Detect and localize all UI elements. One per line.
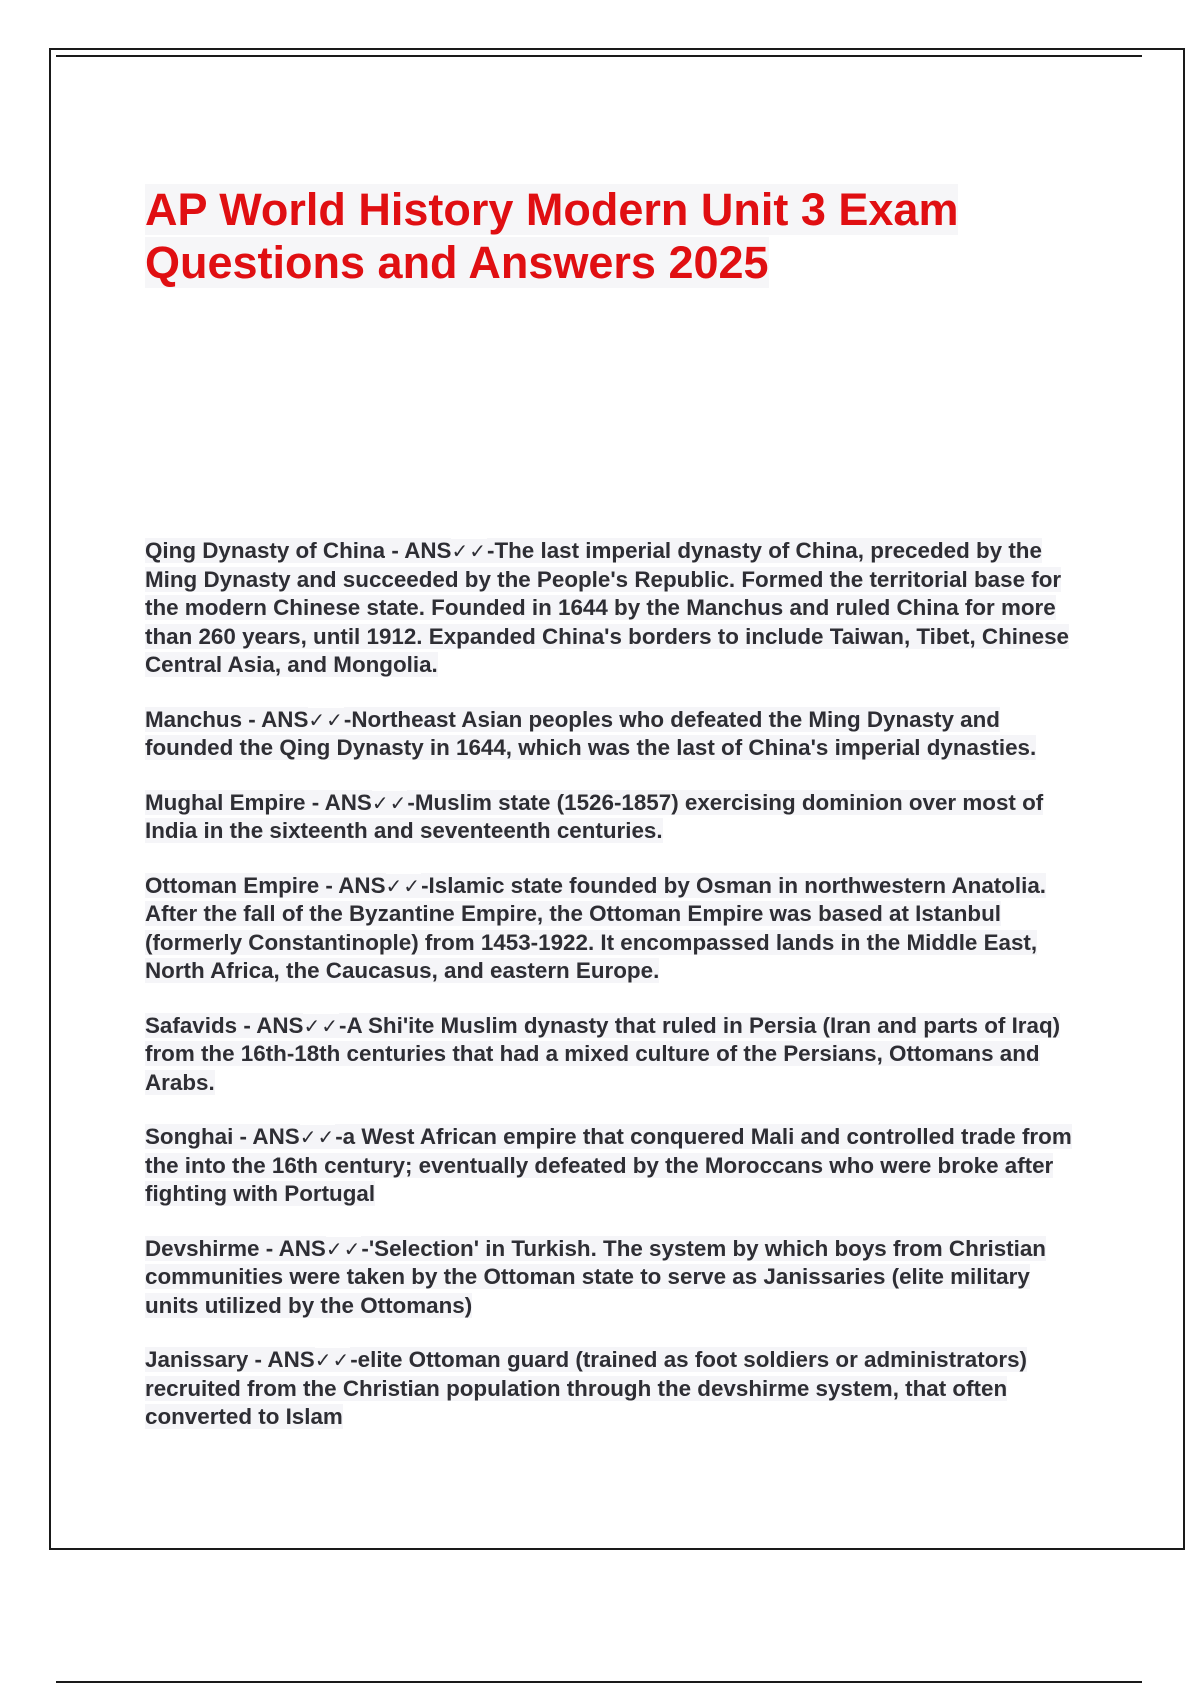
answer-marker: ANS xyxy=(261,706,309,732)
entry-separator: - xyxy=(385,538,405,563)
check-marks-icon: ✓✓ xyxy=(303,1013,339,1038)
check-marks-icon: ✓✓ xyxy=(299,1125,336,1149)
entry-term: Qing Dynasty of China xyxy=(145,538,386,563)
entry-definition: -The last imperial dynasty of China, preceded by the Ming Dynasty and succeeded by the People's Republic. Formed the territorial base for the modern Chinese state. Founded in 1644 by the Manchus and ruled China for more than 260 years, until 1912. Expanded China's borders to include Taiwan, Tibet, Chinese Central Asia, and Mongolia. xyxy=(145,538,1070,677)
answer-marker: ANS xyxy=(256,1012,304,1038)
answer-marker: ANS xyxy=(252,1124,300,1149)
qa-entry xyxy=(145,537,1085,680)
entry-term: Songhai xyxy=(145,1124,234,1149)
entry-definition: -Muslim state (1526-1857) exercising dominion over most of India in the sixteenth and seventeenth centuries. xyxy=(145,789,1044,843)
answer-marker: ANS xyxy=(278,1235,326,1261)
entry-separator: - xyxy=(242,706,262,732)
entry-term: Ottoman Empire xyxy=(145,872,320,898)
check-marks-icon: ✓✓ xyxy=(371,790,408,815)
check-marks-icon: ✓✓ xyxy=(308,707,344,732)
entry-separator: - xyxy=(233,1124,253,1149)
entry-term: Janissary xyxy=(145,1347,249,1372)
check-marks-icon: ✓✓ xyxy=(325,1236,362,1261)
qa-entry xyxy=(145,789,1085,846)
check-marks-icon: ✓✓ xyxy=(314,1348,351,1372)
qa-entry xyxy=(145,706,1085,763)
bottom-rule xyxy=(56,1681,1142,1683)
entry-definition: -A Shi'ite Muslim dynasty that ruled in Persia (Iran and parts of Iraq) from the 16th-18th centuries that had a mixed culture of the Persians, Ottomans and Arabs. xyxy=(145,1012,1061,1095)
qa-entry xyxy=(145,1235,1085,1321)
entry-term: Safavids xyxy=(145,1012,238,1038)
answer-marker: ANS xyxy=(324,789,372,815)
entry-definition: -Northeast Asian peoples who defeated the Ming Dynasty and founded the Qing Dynasty in 1644, which was the last of China's imperial dynasties. xyxy=(145,706,1037,760)
entry-definition: -a West African empire that conquered Mali and controlled trade from the into the 16th century; eventually defeated by the Moroccans who were broke after fighting with Portugal xyxy=(145,1124,1072,1206)
entry-separator: - xyxy=(319,872,339,898)
check-marks-icon: ✓✓ xyxy=(451,539,487,563)
qa-entry xyxy=(145,872,1085,986)
title-line-1: AP World History Modern Unit 3 Exam xyxy=(145,184,959,235)
entry-term: Manchus xyxy=(145,706,243,732)
entry-separator: - xyxy=(237,1012,257,1038)
entry-term: Mughal Empire xyxy=(145,789,306,815)
qa-entry xyxy=(145,1012,1085,1098)
qa-entry-list xyxy=(145,537,1085,1458)
answer-marker: ANS xyxy=(267,1347,315,1372)
entry-separator: - xyxy=(259,1235,279,1261)
page-title xyxy=(145,183,1005,289)
answer-marker: ANS xyxy=(338,872,386,898)
entry-separator: - xyxy=(248,1347,268,1372)
entry-definition: -elite Ottoman guard (trained as foot soldiers or administrators) recruited from the Christian population through the devshirme system, that often converted to Islam xyxy=(145,1347,1027,1429)
title-line-2: Questions and Answers 2025 xyxy=(145,237,769,288)
entry-term: Devshirme xyxy=(145,1235,260,1261)
check-marks-icon: ✓✓ xyxy=(385,873,422,898)
answer-marker: ANS xyxy=(404,538,452,563)
entry-separator: - xyxy=(305,789,325,815)
qa-entry xyxy=(145,1346,1085,1432)
qa-entry xyxy=(145,1123,1085,1209)
entry-definition: -'Selection' in Turkish. The system by which boys from Christian communities were taken by the Ottoman state to serve as Janissaries (elite military units utilized by the Ottomans) xyxy=(145,1235,1046,1318)
entry-definition: -Islamic state founded by Osman in northwestern Anatolia. After the fall of the Byzantine Empire, the Ottoman Empire was based at Istanbul (formerly Constantinople) from 1453-1922. It encompassed lands in the Middle East, North Africa, the Caucasus, and eastern Europe. xyxy=(145,872,1047,983)
